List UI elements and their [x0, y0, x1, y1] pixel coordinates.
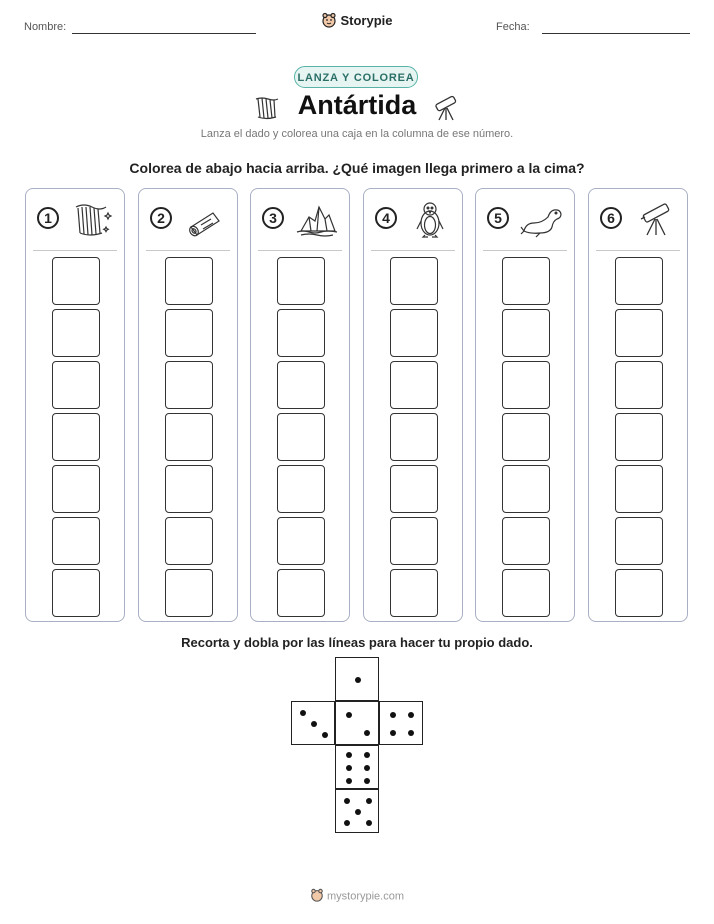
- color-box[interactable]: [52, 465, 100, 513]
- dice-pip: [390, 730, 396, 736]
- color-box[interactable]: [277, 569, 325, 617]
- color-box[interactable]: [615, 465, 663, 513]
- dice-pip: [346, 765, 352, 771]
- name-label: Nombre:: [24, 21, 67, 33]
- color-box[interactable]: [390, 413, 438, 461]
- color-box[interactable]: [277, 257, 325, 305]
- column-number: 5: [487, 207, 509, 229]
- dice-pip: [366, 820, 372, 826]
- color-box[interactable]: [277, 309, 325, 357]
- color-box[interactable]: [502, 465, 550, 513]
- dice-face-4: [379, 701, 423, 745]
- dice-pip: [311, 721, 317, 727]
- dice-face-5: [335, 789, 379, 833]
- color-box[interactable]: [52, 517, 100, 565]
- color-box[interactable]: [390, 361, 438, 409]
- dice-pip: [408, 730, 414, 736]
- page-title: Antártida: [297, 90, 417, 120]
- dice-face-1: [335, 657, 379, 701]
- dice-face-2: [335, 701, 379, 745]
- color-box[interactable]: [165, 309, 213, 357]
- dice-pip: [346, 752, 352, 758]
- dice-face-6: [335, 745, 379, 789]
- color-box[interactable]: [277, 517, 325, 565]
- dice-pip: [364, 778, 370, 784]
- column-divider: [33, 250, 117, 251]
- color-box[interactable]: [52, 361, 100, 409]
- iceberg-icon: [295, 199, 339, 239]
- column-number: 3: [262, 207, 284, 229]
- column-number: 6: [600, 207, 622, 229]
- dice-pip: [346, 712, 352, 718]
- color-box[interactable]: [52, 257, 100, 305]
- dice-pip: [322, 732, 328, 738]
- footer-logo-icon: [310, 888, 324, 905]
- dice-pip: [364, 752, 370, 758]
- name-line[interactable]: [72, 33, 256, 34]
- seal-icon: [520, 199, 564, 239]
- color-box[interactable]: [52, 569, 100, 617]
- color-box[interactable]: [277, 361, 325, 409]
- color-box[interactable]: [390, 569, 438, 617]
- brand: [0, 12, 714, 31]
- color-box[interactable]: [615, 413, 663, 461]
- color-box[interactable]: [502, 361, 550, 409]
- color-box[interactable]: [390, 309, 438, 357]
- column-6: [588, 188, 688, 622]
- column-5: [475, 188, 575, 622]
- column-divider: [371, 250, 455, 251]
- dice-pip: [344, 820, 350, 826]
- storypie-logo-icon: [321, 12, 337, 31]
- color-box[interactable]: [390, 517, 438, 565]
- penguin-icon: [408, 199, 452, 239]
- color-box[interactable]: [615, 361, 663, 409]
- dice-pip: [300, 710, 306, 716]
- dice-pip: [355, 677, 361, 683]
- color-box[interactable]: [502, 309, 550, 357]
- color-box[interactable]: [277, 413, 325, 461]
- date-line[interactable]: [542, 33, 690, 34]
- footer: [0, 888, 714, 905]
- color-box[interactable]: [165, 361, 213, 409]
- dice-pip: [366, 798, 372, 804]
- column-divider: [146, 250, 230, 251]
- column-number: 1: [37, 207, 59, 229]
- column-3: [250, 188, 350, 622]
- color-box[interactable]: [277, 465, 325, 513]
- column-divider: [258, 250, 342, 251]
- color-box[interactable]: [165, 569, 213, 617]
- dice-pip: [346, 778, 352, 784]
- dice-pip: [364, 730, 370, 736]
- column-2: [138, 188, 238, 622]
- column-divider: [596, 250, 680, 251]
- column-number: 2: [150, 207, 172, 229]
- color-box[interactable]: [165, 413, 213, 461]
- color-box[interactable]: [165, 257, 213, 305]
- footer-url: mystorypie.com: [326, 890, 405, 903]
- date-label: Fecha:: [496, 21, 530, 33]
- dice-instruction: Recorta y dobla por las líneas para hacer tu propio dado.: [181, 635, 533, 650]
- brand-name: Storypie: [340, 12, 393, 28]
- color-box[interactable]: [390, 465, 438, 513]
- dice-pip: [344, 798, 350, 804]
- color-box[interactable]: [52, 309, 100, 357]
- dice-pip: [364, 765, 370, 771]
- color-box[interactable]: [615, 517, 663, 565]
- color-box[interactable]: [502, 517, 550, 565]
- column-4: [363, 188, 463, 622]
- color-box[interactable]: [502, 413, 550, 461]
- subtitle: Lanza el dado y colorea una caja en la columna de ese número.: [200, 128, 514, 140]
- aurora-icon: [70, 199, 114, 239]
- dice-pip: [408, 712, 414, 718]
- instruction: Colorea de abajo hacia arriba. ¿Qué imagen llega primero a la cima?: [129, 160, 585, 176]
- color-box[interactable]: [390, 257, 438, 305]
- dice-pip: [355, 809, 361, 815]
- color-box[interactable]: [165, 465, 213, 513]
- color-box[interactable]: [615, 257, 663, 305]
- color-box[interactable]: [165, 517, 213, 565]
- color-box[interactable]: [615, 569, 663, 617]
- column-divider: [483, 250, 567, 251]
- color-box[interactable]: [502, 257, 550, 305]
- log-icon: [183, 199, 227, 239]
- column-1: [25, 188, 125, 622]
- color-box[interactable]: [52, 413, 100, 461]
- dice-face-3: [291, 701, 335, 745]
- column-number: 4: [375, 207, 397, 229]
- telescope-title-icon: [430, 92, 462, 122]
- telescope-icon: [633, 199, 677, 239]
- color-box[interactable]: [615, 309, 663, 357]
- dice-pip: [390, 712, 396, 718]
- color-box[interactable]: [502, 569, 550, 617]
- activity-badge: LANZA Y COLOREA: [294, 66, 418, 88]
